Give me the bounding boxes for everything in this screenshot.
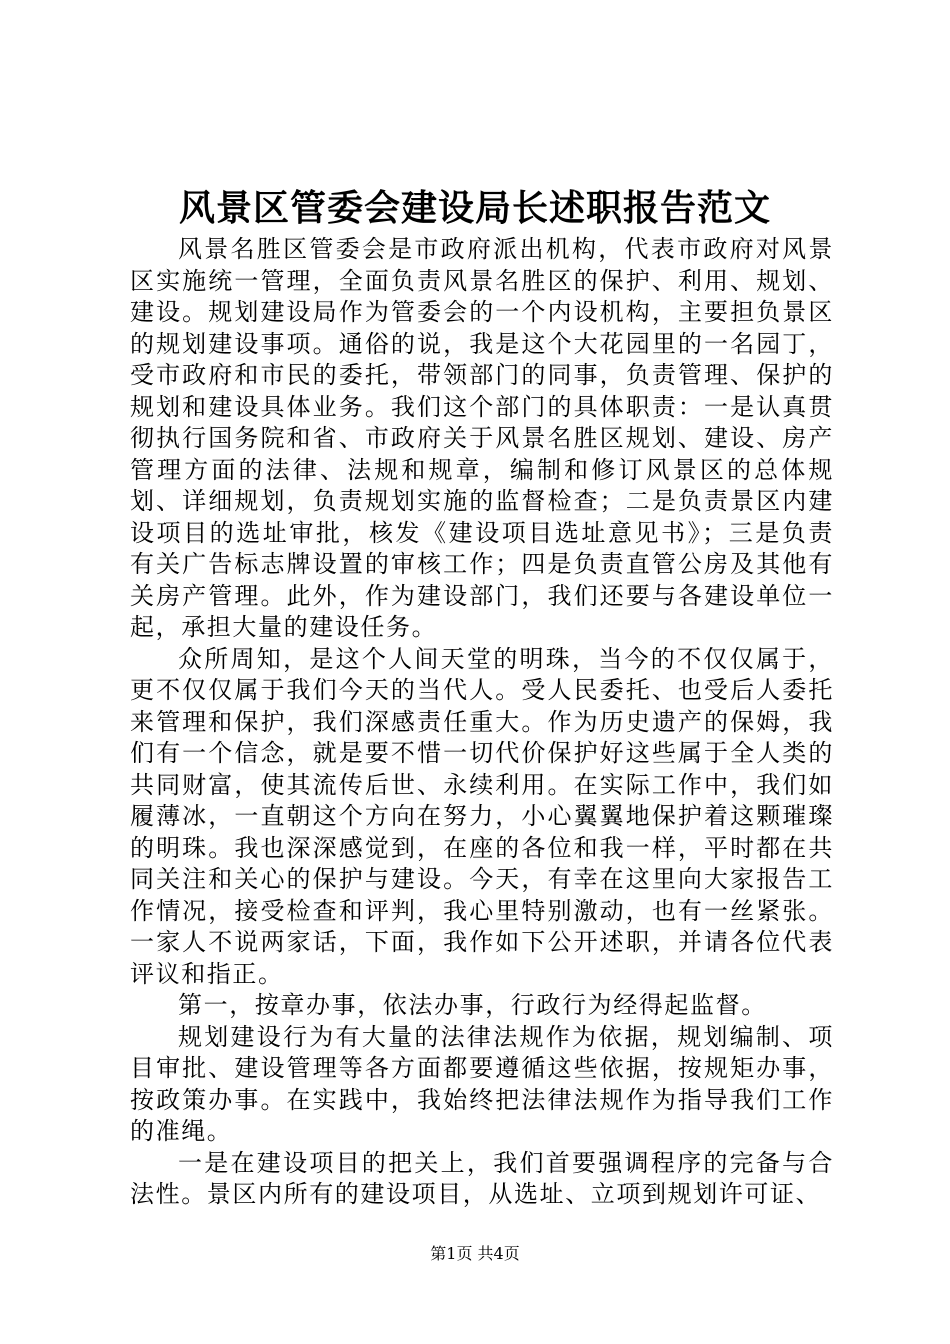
paragraph-responsibility: 众所周知，是这个人间天堂的明珠，当今的不仅仅属于，更不仅仅属于我们今天的当代人。受人民委托、也受后人委托来管理和保护，我们深感责任重大。作为历史遗产的保姆，我们有一个信念，就是要不惜一切代价保护好这些属于全人类的共同财富，使其流传后世、永续利用。在实际工作中，我们如履薄冰，一直朝这个方向在努力，小心翼翼地保护着这颗璀璨的明珠。我也深深感觉到，在座的各位和我一样，平时都在共同关注和关心的保护与建设。今天，有幸在这里向大家报告工作情况，接受检查和评判，我心里特别激动，也有一丝紧张。一家人不说两家话，下面，我作如下公开述职，并请各位代表评议和指正。: [130, 644, 834, 988]
page-footer: 第1页 共4页: [430, 1244, 520, 1263]
paragraph-project-control: 一是在建设项目的把关上，我们首要强调程序的完备与合法性。景区内所有的建设项目，从选址、立项到规划许可证、: [130, 1148, 834, 1208]
paragraph-section-heading: 第一，按章办事，依法办事，行政行为经得起监督。: [178, 991, 767, 1019]
paragraph-intro: 风景名胜区管委会是市政府派出机构，代表市政府对风景区实施统一管理，全面负责风景名胜区的保护、利用、规划、建设。规划建设局作为管委会的一个内设机构，主要担负景区的规划建设事项。通俗的说，我是这个大花园里的一名园丁，受市政府和市民的委托，带领部门的同事，负责管理、保护的规划和建设具体业务。我们这个部门的具体职责：一是认真贯彻执行国务院和省、市政府关于风景名胜区规划、建设、房产管理方面的法律、法规和规章，编制和修订风景区的总体规划、详细规划，负责规划实施的监督检查；二是负责景区内建设项目的选址审批，核发《建设项目选址意见书》；三是负责有关广告标志牌设置的审核工作；四是负责直管公房及其他有关房产管理。此外，作为建设部门，我们还要与各建设单位一起，承担大量的建设任务。: [130, 235, 834, 641]
document-title: 风景区管委会建设局长述职报告范文: [178, 187, 771, 229]
document-body: [130, 234, 834, 1211]
paragraph-legal-basis: 规划建设行为有大量的法律法规作为依据，规划编制、项目审批、建设管理等各方面都要遵循这些依据，按规矩办事，按政策办事。在实践中，我始终把法律法规作为指导我们工作的准绳。: [130, 1022, 834, 1145]
